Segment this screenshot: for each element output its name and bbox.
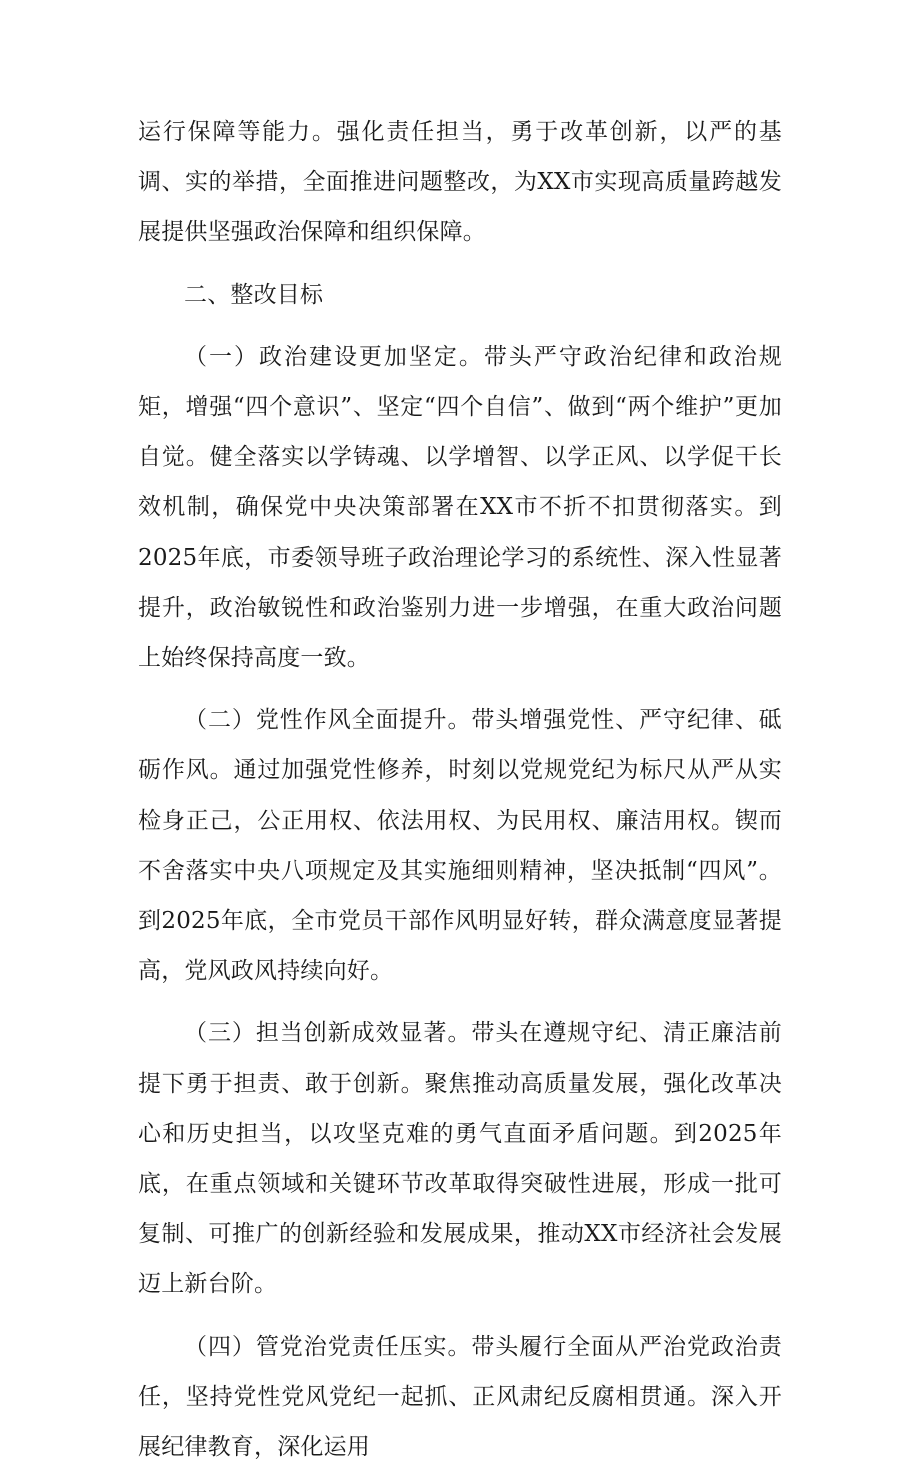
paragraph-goal-4: （四）管党治党责任压实。带头履行全面从严治党政治责任，坚持党性党风党纪一起抓、正风肃纪反腐相贯通。深入开展纪律教育，深化运用: [138, 1333, 782, 1461]
paragraph-goal-2: （二）党性作风全面提升。带头增强党性、严守纪律、砥砺作风。通过加强党性修养，时刻以党规党纪为标尺从严从实检身正己，公正用权、依法用权、为民用权、廉洁用权。锲而不舍落实中央八项规定及其实施细则精神，坚决抵制“四风”。到2025年底，全市党员干部作风明显好转，群众满意度显著提高，党风政风持续向好。: [138, 707, 782, 985]
paragraph-continuation: 运行保障等能力。强化责任担当，勇于改革创新，以严的基调、实的举措，全面推进问题整改，为XX市实现高质量跨越发展提供坚强政治保障和组织保障。: [138, 119, 782, 246]
paragraph-goal-3: （三）担当创新成效显著。带头在遵规守纪、清正廉洁前提下勇于担责、敢于创新。聚焦推动高质量发展，强化改革决心和历史担当，以攻坚克难的勇气直面矛盾问题。到2025年底，在重点领域和关键环节改革取得突破性进展，形成一批可复制、可推广的创新经验和发展成果，推动XX市经济社会发展迈上新台阶。: [138, 1020, 782, 1298]
document-body: [138, 107, 782, 1484]
section-heading: 二、整改目标: [184, 281, 324, 308]
paragraph-goal-1: （一）政治建设更加坚定。带头严守政治纪律和政治规矩，增强“四个意识”、坚定“四个自信”、做到“两个维护”更加自觉。健全落实以学铸魂、以学增智、以学正风、以学促干长效机制，确保党中央决策部署在XX市不折不扣贯彻落实。到2025年底，市委领导班子政治理论学习的系统性、深入性显著提升，政治敏锐性和政治鉴别力进一步增强，在重大政治问题上始终保持高度一致。: [138, 343, 782, 672]
